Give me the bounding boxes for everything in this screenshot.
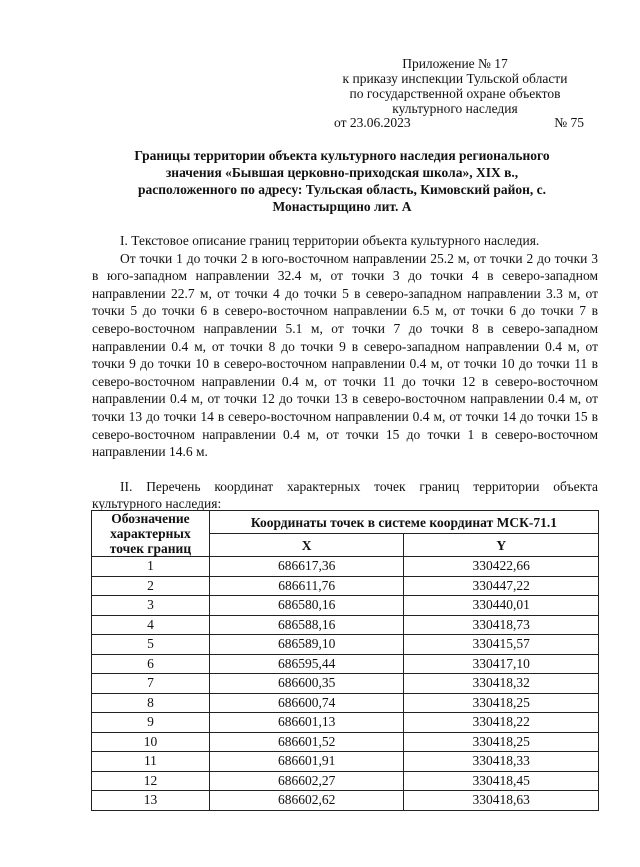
table-row <box>92 752 599 772</box>
point-number-cell: 3 <box>92 596 210 616</box>
table-row <box>92 635 599 655</box>
title-line: Границы территории объекта культурного наследия регионального <box>134 148 550 163</box>
table-row <box>92 771 599 791</box>
x-coordinate-cell: 686601,91 <box>209 752 404 772</box>
table-row <box>92 596 599 616</box>
coordinate-system-header: Координаты точек в системе координат МСК-71.1 <box>209 511 598 534</box>
boundary-description-section <box>92 232 598 461</box>
boundary-description-text: От точки 1 до точки 2 в юго-восточном направлении 25.2 м, от точки 2 до точки 3 в юго-западном направлении 32.4 м, от точки 3 до точки 4 в северо-западном направлении 22.7 м, от точки 4 до точки 5 в северо-западном направлении 3.3 м, от точки 5 до точки 6 в северо-восточном направлении 6.5 м, от точки 6 до точки 7 в северо-восточном направлении 5.1 м, от точки 7 до точки 8 в северо-западном направлении 0.4 м, от точки 8 до точки 9 в северо-западном направлении 0.4 м, от точки 9 до точки 10 в северо-восточном направлении 0.4 м, от точки 10 до точки 11 в северо-восточном направлении 0.4 м, от точки 11 до точки 12 в северо-восточном направлении 0.4 м, от точки 12 до точки 13 в северо-восточном направлении 0.4 м, от точки 13 до точки 14 в северо-восточном направлении 0.4 м, от точки 14 до точки 15 в северо-восточном направлении 0.4 м, от точки 15 до точки 1 в северо-восточном направлении 14.6 м. <box>92 250 598 460</box>
x-coordinate-cell: 686589,10 <box>209 635 404 655</box>
x-coordinate-cell: 686601,13 <box>209 713 404 733</box>
y-coordinate-cell: 330418,45 <box>404 771 599 791</box>
order-date: от 23.06.2023 <box>334 115 411 130</box>
y-coordinate-cell: 330418,25 <box>404 693 599 713</box>
y-coordinate-cell: 330415,57 <box>404 635 599 655</box>
x-coordinate-cell: 686580,16 <box>209 596 404 616</box>
x-header: X <box>209 534 404 557</box>
x-coordinate-cell: 686600,35 <box>209 674 404 694</box>
title-line: расположенного по адресу: Тульская область, Кимовский район, с. <box>137 182 547 197</box>
y-coordinate-cell: 330422,66 <box>404 557 599 577</box>
table-row <box>92 791 599 811</box>
coordinates-table <box>91 510 599 811</box>
x-coordinate-cell: 686601,52 <box>209 732 404 752</box>
table-row <box>92 576 599 596</box>
coordinates-section-heading: II. Перечень координат характерных точек границ территории объекта культурного наследия: <box>92 479 598 511</box>
y-coordinate-cell: 330418,25 <box>404 732 599 752</box>
point-number-cell: 10 <box>92 732 210 752</box>
y-coordinate-cell: 330440,01 <box>404 596 599 616</box>
table-row <box>92 693 599 713</box>
x-coordinate-cell: 686617,36 <box>209 557 404 577</box>
document-title <box>92 147 592 215</box>
y-coordinate-cell: 330418,32 <box>404 674 599 694</box>
order-date-line <box>334 115 584 131</box>
appendix-line: к приказу инспекции Тульской области <box>342 71 568 86</box>
order-number: № 75 <box>554 115 584 130</box>
x-coordinate-cell: 686600,74 <box>209 693 404 713</box>
point-number-cell: 12 <box>92 771 210 791</box>
y-coordinate-cell: 330418,63 <box>404 791 599 811</box>
point-number-cell: 4 <box>92 615 210 635</box>
appendix-line: Приложение № 17 <box>402 56 508 71</box>
y-coordinate-cell: 330418,73 <box>404 615 599 635</box>
point-number-cell: 5 <box>92 635 210 655</box>
point-number-cell: 2 <box>92 576 210 596</box>
table-row <box>92 732 599 752</box>
x-coordinate-cell: 686588,16 <box>209 615 404 635</box>
x-coordinate-cell: 686611,76 <box>209 576 404 596</box>
appendix-line: культурного наследия <box>392 101 518 116</box>
point-number-cell: 7 <box>92 674 210 694</box>
x-coordinate-cell: 686602,62 <box>209 791 404 811</box>
point-number-cell: 11 <box>92 752 210 772</box>
x-coordinate-cell: 686595,44 <box>209 654 404 674</box>
table-row <box>92 674 599 694</box>
table-row <box>92 615 599 635</box>
y-coordinate-cell: 330418,22 <box>404 713 599 733</box>
y-coordinate-cell: 330447,22 <box>404 576 599 596</box>
appendix-header <box>300 56 610 116</box>
table-row <box>92 713 599 733</box>
point-number-cell: 1 <box>92 557 210 577</box>
x-coordinate-cell: 686602,27 <box>209 771 404 791</box>
appendix-line: по государственной охране объектов <box>349 86 561 101</box>
title-line: значения «Бывшая церковно-приходская школа», XIX в., <box>165 165 519 180</box>
table-row <box>92 557 599 577</box>
point-number-cell: 6 <box>92 654 210 674</box>
coordinates-table-body <box>92 557 599 811</box>
y-coordinate-cell: 330417,10 <box>404 654 599 674</box>
y-header: Y <box>404 534 599 557</box>
table-row <box>92 654 599 674</box>
point-designation-header: Обозначение характерных точек границ <box>92 511 210 557</box>
title-line: Монастырщино лит. А <box>272 199 412 214</box>
y-coordinate-cell: 330418,33 <box>404 752 599 772</box>
point-number-cell: 8 <box>92 693 210 713</box>
point-number-cell: 13 <box>92 791 210 811</box>
point-number-cell: 9 <box>92 713 210 733</box>
section-heading: I. Текстовое описание границ территории объекта культурного наследия. <box>120 233 540 248</box>
